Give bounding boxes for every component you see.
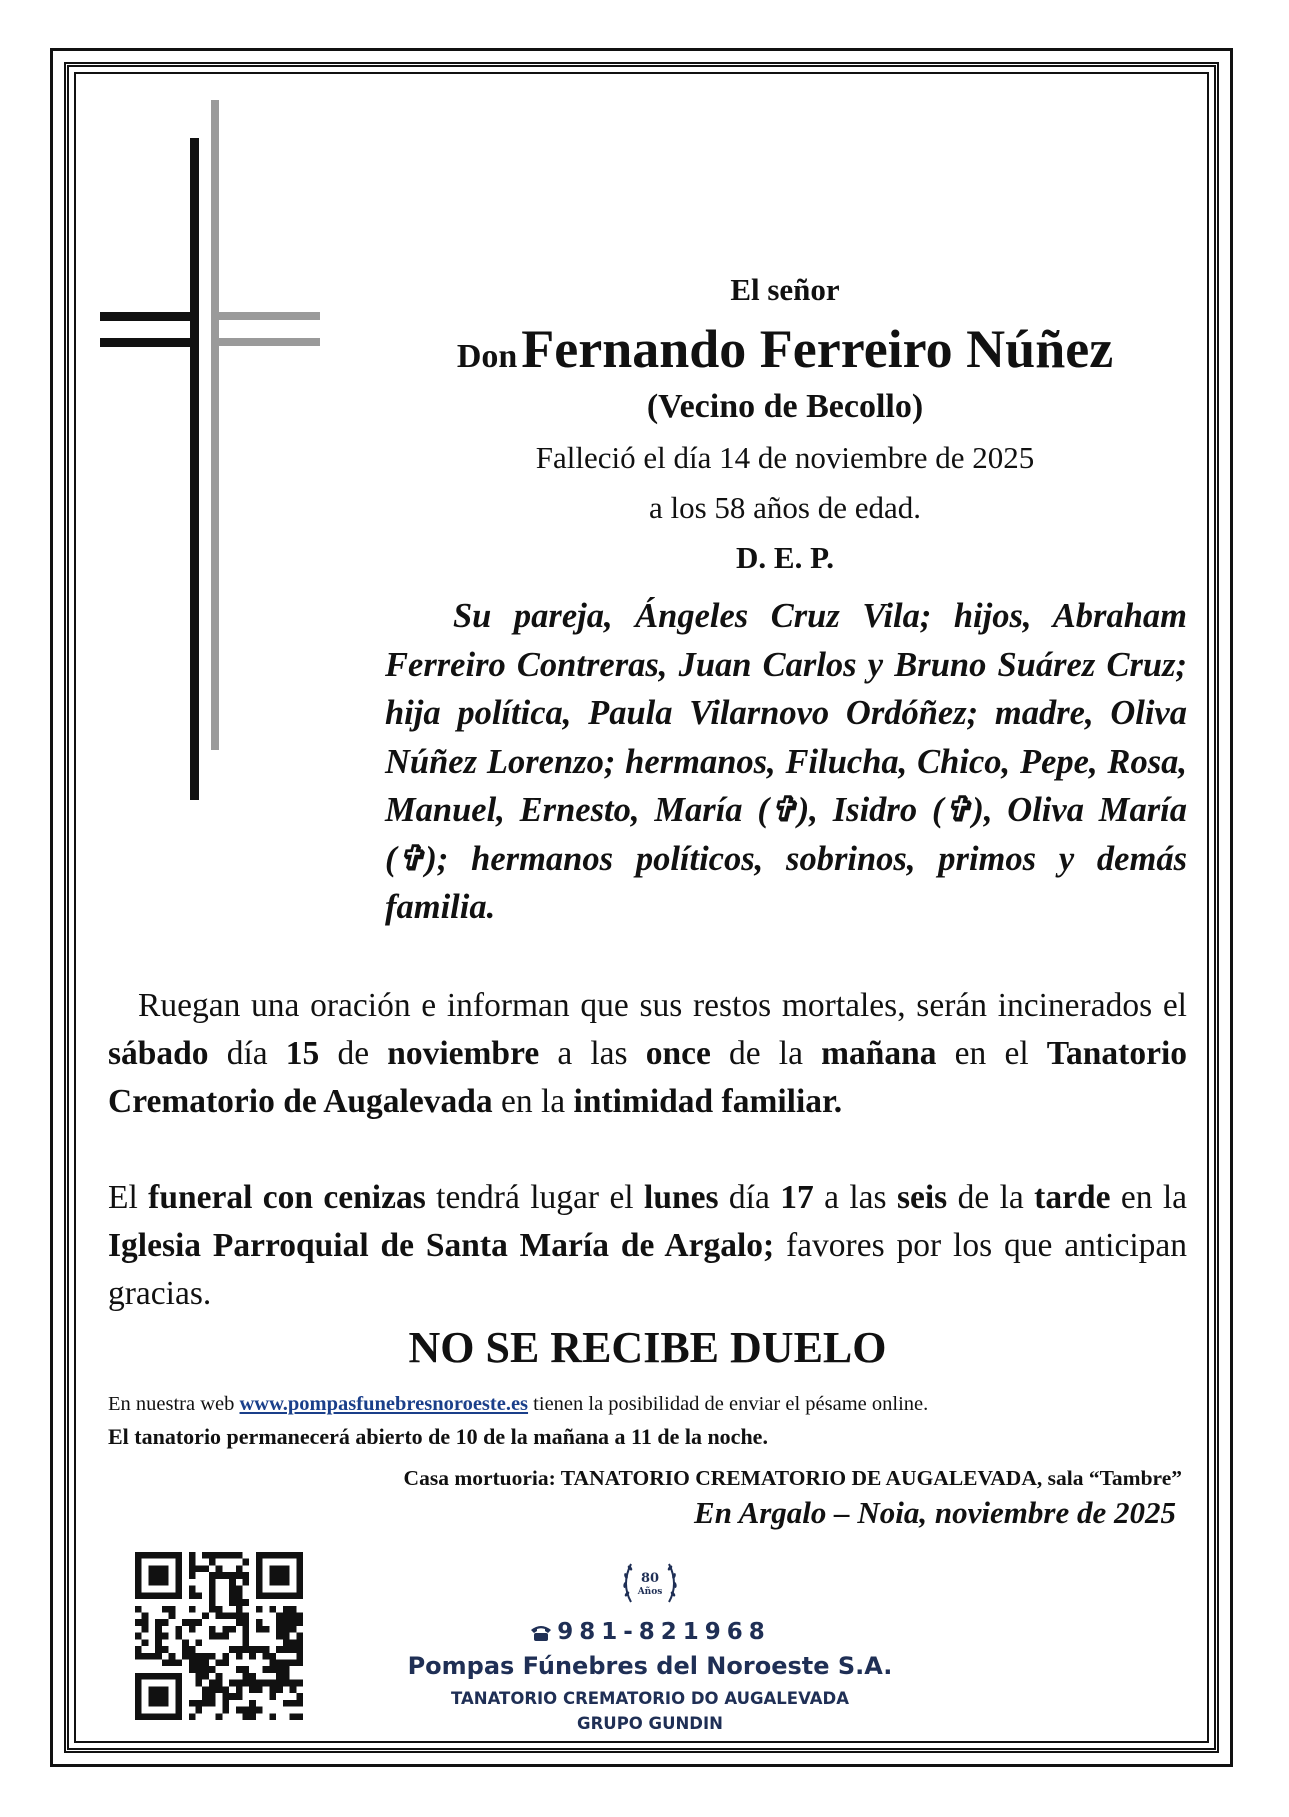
web-note-text: tienen la posibilidad de enviar el pésame online. (528, 1393, 929, 1415)
p1-bold: mañana (821, 1035, 937, 1072)
age-text: a los 58 años de edad. (648, 490, 922, 525)
casa-mortuoria: Casa mortuoria: TANATORIO CREMATORIO DE AUGALEVADA, sala “Tambre” (403, 1466, 1182, 1490)
emblem-number: 80 (640, 1571, 660, 1586)
p2-text: El (108, 1179, 149, 1216)
phone-line (400, 1619, 900, 1645)
p1-bold: sábado (108, 1035, 209, 1072)
p1-text: a las (539, 1035, 646, 1072)
funeral-paragraph (108, 1174, 1187, 1318)
phone-icon (529, 1624, 553, 1642)
qr-code[interactable] (135, 1552, 303, 1720)
name-prefix: Don (456, 338, 518, 375)
p2-bold: tarde (1034, 1179, 1111, 1216)
p1-bold: 15 (285, 1035, 320, 1072)
p2-bold: seis (896, 1179, 948, 1216)
opening-hours: El tanatorio permanecerá abierto de 10 de la mañana a 11 de la noche. (108, 1424, 768, 1449)
web-note (108, 1393, 1187, 1416)
company-line2: TANATORIO CREMATORIO DO AUGALEVADA (451, 1689, 849, 1708)
death-date-text: Falleció el día 14 de noviembre de 2025 (535, 440, 1035, 475)
p2-text: de la (947, 1179, 1035, 1216)
p1-text: día (208, 1035, 286, 1072)
cross-icon (100, 100, 320, 820)
company-line3: GRUPO GUNDIN (577, 1714, 723, 1733)
company-name: Pompas Fúnebres del Noroeste S.A. (407, 1652, 893, 1680)
deceased-name: Fernando Ferreiro Núñez (521, 319, 1114, 379)
p1-text: en la (492, 1083, 574, 1120)
p2-text: a las (813, 1179, 897, 1216)
p1-bold: once (645, 1035, 711, 1072)
p2-text: tendrá lugar el (425, 1179, 645, 1216)
p1-text: en el (936, 1035, 1047, 1072)
no-condolences-heading: NO SE RECIBE DUELO (408, 1323, 887, 1372)
emblem-word: Años (637, 1587, 663, 1597)
place-date: En Argalo – Noia, noviembre de 2025 (694, 1495, 1176, 1530)
website-link[interactable]: www.pompasfunebresnoroeste.es (239, 1393, 529, 1415)
cremation-paragraph (108, 982, 1187, 1126)
p1-text: de la (710, 1035, 822, 1072)
web-note-text: En nuestra web (108, 1393, 240, 1415)
p2-bold: funeral con cenizas (148, 1179, 426, 1216)
p2-bold: Iglesia Parroquial de Santa María de Argalo; (108, 1227, 775, 1264)
deceased-name-line (370, 318, 1200, 380)
family-list: Su pareja, Ángeles Cruz Vila; hijos, Abraham Ferreiro Contreras, Juan Carlos y Bruno Suárez Cruz; hija política, Paula Vilarnovo Ordóñez; madre, Oliva Núñez Lorenzo; hermanos, Filucha, Chico, Pepe, Rosa, Manuel, Ernesto, María (✞), Isidro (✞), Oliva María (✞); hermanos políticos, sobrinos, primos y demás familia. (385, 597, 1187, 926)
intro-text: El señor (730, 272, 840, 307)
p1-bold: noviembre (387, 1035, 540, 1072)
residence-text: (Vecino de Becollo) (646, 388, 924, 425)
p2-bold: lunes (644, 1179, 719, 1216)
p2-text: día (718, 1179, 781, 1216)
anniversary-emblem-icon (617, 1550, 683, 1616)
p2-text: en la (1110, 1179, 1188, 1216)
p1-text: Ruegan una oración e informan que sus restos mortales, serán incinerados el (138, 987, 1187, 1024)
rip-text: D. E. P. (736, 540, 834, 575)
p1-bold: intimidad familiar. (573, 1083, 843, 1120)
p1-bold: Tanatorio Crematorio de Augalevada (108, 1035, 1188, 1120)
p2-text: favores por los que anticipan gracias. (108, 1227, 1188, 1312)
p1-text: de (319, 1035, 388, 1072)
p2-bold: 17 (780, 1179, 814, 1216)
phone-number[interactable]: 981-821968 (557, 1619, 771, 1645)
